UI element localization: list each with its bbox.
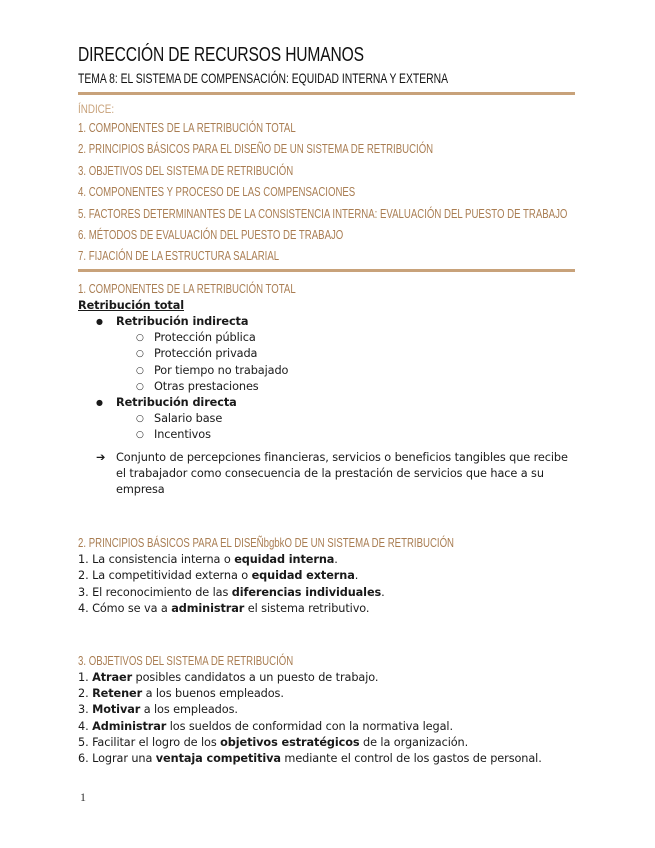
list-item: 1. La consistencia interna o equidad interna. [78,553,338,567]
arrow-note-text: Conjunto de percepciones financieras, servicios o beneficios tangibles que recibe el trabajador como consecuencia de la prestación de servicios que hace a su empresa [116,450,568,496]
list-item: 4. Administrar los sueldos de conformidad con la normativa legal. [78,719,453,733]
arrow-note [78,450,578,499]
index-item[interactable]: 6. MÉTODOS DE EVALUACIÓN DEL PUESTO DE TRABAJO [78,227,344,242]
list-item: 3. El reconocimiento de las diferencias individuales. [78,585,385,599]
list-item: 2. La competitividad externa o equidad externa. [78,569,359,583]
document-subtitle: TEMA 8: EL SISTEMA DE COMPENSACIÓN: EQUIDAD INTERNA Y EXTERNA [78,70,448,86]
list-item: ○ Otras prestaciones [78,379,578,395]
list-item: 4. Cómo se va a administrar el sistema retributivo. [78,601,370,615]
section-heading: 3. OBJETIVOS DEL SISTEMA DE RETRIBUCIÓN [78,653,294,668]
section-3 [78,650,578,767]
index-heading: ÍNDICE: [78,102,115,116]
divider [78,92,575,95]
list-item: 5. Facilitar el logro de los objetivos estratégicos de la organización. [78,735,469,749]
document-page [78,44,578,767]
section-1 [78,278,578,498]
index-item[interactable]: 7. FIJACIÓN DE LA ESTRUCTURA SALARIAL [78,249,280,264]
arrow-icon: ➔ [96,450,106,464]
list-item: ○ Salario base [78,411,578,427]
index-item[interactable]: 2. PRINCIPIOS BÁSICOS PARA EL DISEÑO DE UN SISTEMA DE RETRIBUCIÓN [78,142,434,157]
section-2 [78,532,578,617]
list-item: 2. Retener a los buenos empleados. [78,687,284,701]
list-item: ○ Protección pública [78,330,578,346]
list-item: ○ Protección privada [78,346,578,362]
index-item[interactable]: 3. OBJETIVOS DEL SISTEMA DE RETRIBUCIÓN [78,163,294,178]
document-title: DIRECCIÓN DE RECURSOS HUMANOS [78,44,364,66]
index-item[interactable]: 4. COMPONENTES Y PROCESO DE LAS COMPENSACIONES [78,185,356,200]
list-item: 3. Motivar a los empleados. [78,703,238,717]
list-item: ● Retribución directa [78,395,578,411]
list-item: 6. Lograr una ventaja competitiva mediante el control de los gastos de personal. [78,752,542,765]
section-heading: 2. PRINCIPIOS BÁSICOS PARA EL DISEÑbgbkO DE UN SISTEMA DE RETRIBUCIÓN [78,536,455,551]
section-heading: 1. COMPONENTES DE LA RETRIBUCIÓN TOTAL [78,281,296,296]
list-item: ● Retribución indirecta [78,314,578,330]
list-item: ○ Incentivos [78,427,578,443]
page-number: 1 [80,790,86,804]
index-item[interactable]: 1. COMPONENTES DE LA RETRIBUCIÓN TOTAL [78,121,296,135]
list-item: 1. Atraer posibles candidatos a un puesto de trabajo. [78,670,379,684]
list-item: ○ Por tiempo no trabajado [78,363,578,379]
index [78,98,578,267]
divider [78,269,575,272]
section-subheading: Retribución total [78,298,184,312]
index-item[interactable]: 5. FACTORES DETERMINANTES DE LA CONSISTENCIA INTERNA: EVALUACIÓN DEL PUESTO DE TRABAJO [78,206,568,221]
